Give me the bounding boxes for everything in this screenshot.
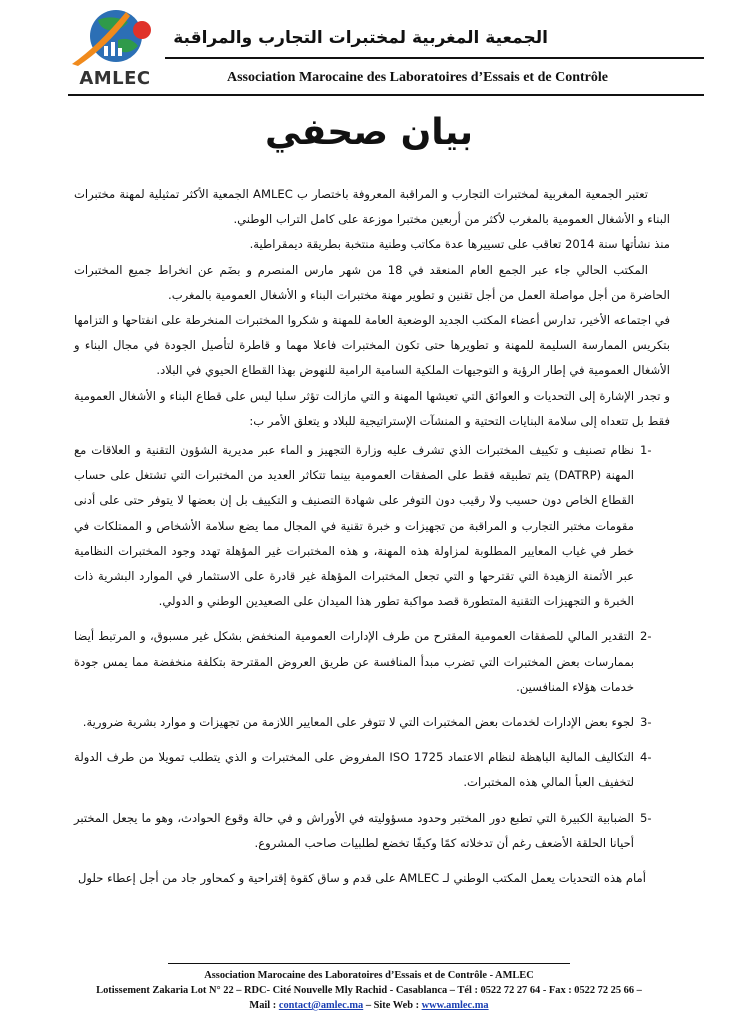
list-item (74, 710, 670, 735)
list-item-text: نظام تصنيف و تكييف المختبرات الذي تشرف عليه وزارة التجهيز و الماء عبر مديرية الشؤون التقنية و العلاقات مع المهنة (DATRP) يتم تطبيقه فقط على الصفقات العمومية بينما تتكاثر العديد من المختبرات التي تشتغل على حساب القطاع الخاص دون حسيب ولا رقيب دون التوفر على شهادة التصنيف و التكييف بل إن بعضها لا يتوفر حتى على أدنى مقومات مختبر التجارب و المراقبة من تجهيزات و خبرة تقنية في المجال مما يضع سلامة الأشخاص و الممتلكات في خطر في غياب المعايير المطلوبة لمزاولة هذه المهنة، و هذه المختبرات غير المؤهلة تهدد وجود المختبرات النظامية عبر الأثمنة الزهيدة التي تقترحها و التي تجعل المختبرات المؤهلة غير قادرة على الاستثمار في الموارد البشرية ذات الخبرة و التجهيزات التقنية المتطورة قصد مواكبة تطور هذا الميدان على الصعيدين الوطني و الدولي. (74, 443, 634, 609)
challenges-list (74, 438, 670, 856)
list-item-number: -1 (640, 443, 652, 458)
org-name-french: Association Marocaine des Laboratoires d’Essais et de Contrôle (227, 70, 608, 85)
footer (0, 968, 738, 1013)
closing-paragraph: أمام هذه التحديات يعمل المكتب الوطني لـ AMLEC على قدم و ساق كقوة إقتراحية و كمحاور جاد من أجل إعطاء حلول (78, 871, 646, 886)
org-abbreviation: AMLEC (79, 68, 151, 89)
org-name-arabic: الجمعية المغربية لمختبرات التجارب والمراقبة (173, 28, 548, 48)
list-item (74, 806, 670, 856)
list-item-number: -4 (640, 750, 652, 765)
intro-paragraph: و تجدر الإشارة إلى التحديات و العوائق التي تعيشها المهنة و التي مازالت تؤثر سلبا ليس على قطاع البناء و الأشغال العمومية فقط بل تتعداه إلى سلامة البنايات التحتية و المنشآت الإستراتيجية للبلاد و يتعلق الأمر ب: (74, 388, 670, 428)
globe-logo-icon (68, 6, 158, 68)
intro-paragraph: منذ نشأتها سنة 2014 تعاقب على تسييرها عدة مكاتب وطنية منتخبة بطريقة ديمقراطية. (249, 237, 670, 252)
list-item (74, 745, 670, 795)
list-item-number: -5 (640, 810, 652, 825)
list-item-number: -3 (640, 715, 652, 730)
list-item-text: التكاليف المالية الباهظة لنظام الاعتماد ISO 1725 المفروض على المختبرات و الذي يتطلب تمويلا من طرف الدولة لتخفيف العبأ المالي هذه المختبرات. (74, 750, 634, 790)
document-title: بيان صحفي (264, 112, 474, 153)
list-item-text: الضبابية الكبيرة التي تطبع دور المختبر وحدود مسؤوليته في الأوراش و في حالة وقوع الحوادث، وهو ما يجعل المختبر أحيانا الحلقة الأضعف رغم أن تدخلاته كمًا وكيفًا تخضع لطلبيات صاحب المشروع. (74, 810, 634, 850)
list-item (74, 624, 670, 700)
intro-paragraph: المكتب الحالي جاء عبر الجمع العام المنعقد في 18 من شهر مارس المنصرم و بضَم عن انخراط جميع المختبرات الحاضرة من أجل مواصلة العمل من أجل تقنين و تطوير مهنة مختبرات البناء و الأشغال العمومية بالمغرب. (74, 262, 670, 302)
list-item-text: التقدير المالي للصفقات العمومية المقترح من طرف الإدارات العمومية المنخفض بشكل غير مسبوق، و المرتبط أيضا بممارسات بعض المختبرات التي تضرب مبدأ المنافسة عن طريق العروض المقترحة بتكلفة منخفضة مما يمس جودة خدمات هؤلاء المنافسين. (74, 629, 634, 694)
intro-paragraph: تعتبر الجمعية المغربية لمختبرات التجارب و المراقبة المعروفة باختصار ب AMLEC الجمعية الأكثر تمثيلية لمهنة مختبرات البناء و الأشغال العمومية بالمغرب لأكثر من أربعين مختبرا موزعة على كامل التراب الوطني. (74, 187, 670, 227)
list-item (74, 438, 670, 614)
contact-email-link[interactable]: contact@amlec.ma (278, 1000, 364, 1011)
intro-paragraph: في اجتماعه الأخير، تدارس أعضاء المكتب الجديد الوضعية العامة للمهنة و شكروا المختبرات المنخرطة على انفتاحها و التزامها بتكريس الممارسة السليمة للمهنة و تطويرها حتى تكون المختبرات فاعلا مهما و قاطرة لتأصيل الجودة في مجال البناء و الأشغال العمومية في إطار الرؤية و التوجيهات الملكية السامية الرامية للنهوض بهذا القطاع الحيوي في البلاد. (74, 313, 670, 378)
footer-rule (168, 963, 570, 964)
footer-mail-label: Mail : (249, 1000, 279, 1011)
header-underline (68, 94, 704, 96)
header-rule (165, 57, 704, 59)
footer-org-name: Association Marocaine des Laboratoires d’Essais et de Contrôle - AMLEC (204, 970, 534, 981)
list-item-number: -2 (640, 629, 652, 644)
list-item-text: لجوء بعض الإدارات لخدمات بعض المختبرات التي لا تتوفر على المعايير اللازمة من تجهيزات و موارد بشرية ضرورية. (82, 715, 634, 730)
footer-contact (0, 998, 738, 1013)
footer-site-label: – Site Web : (363, 1000, 422, 1011)
letterhead (0, 0, 738, 110)
document-body (74, 182, 670, 891)
website-link[interactable]: www.amlec.ma (421, 1000, 489, 1011)
footer-address: Lotissement Zakaria Lot N° 22 – RDC- Cité Nouvelle Mly Rachid - Casablanca – Tél : 0522 72 27 64 - Fax : 0522 72 25 66 – (96, 985, 642, 996)
